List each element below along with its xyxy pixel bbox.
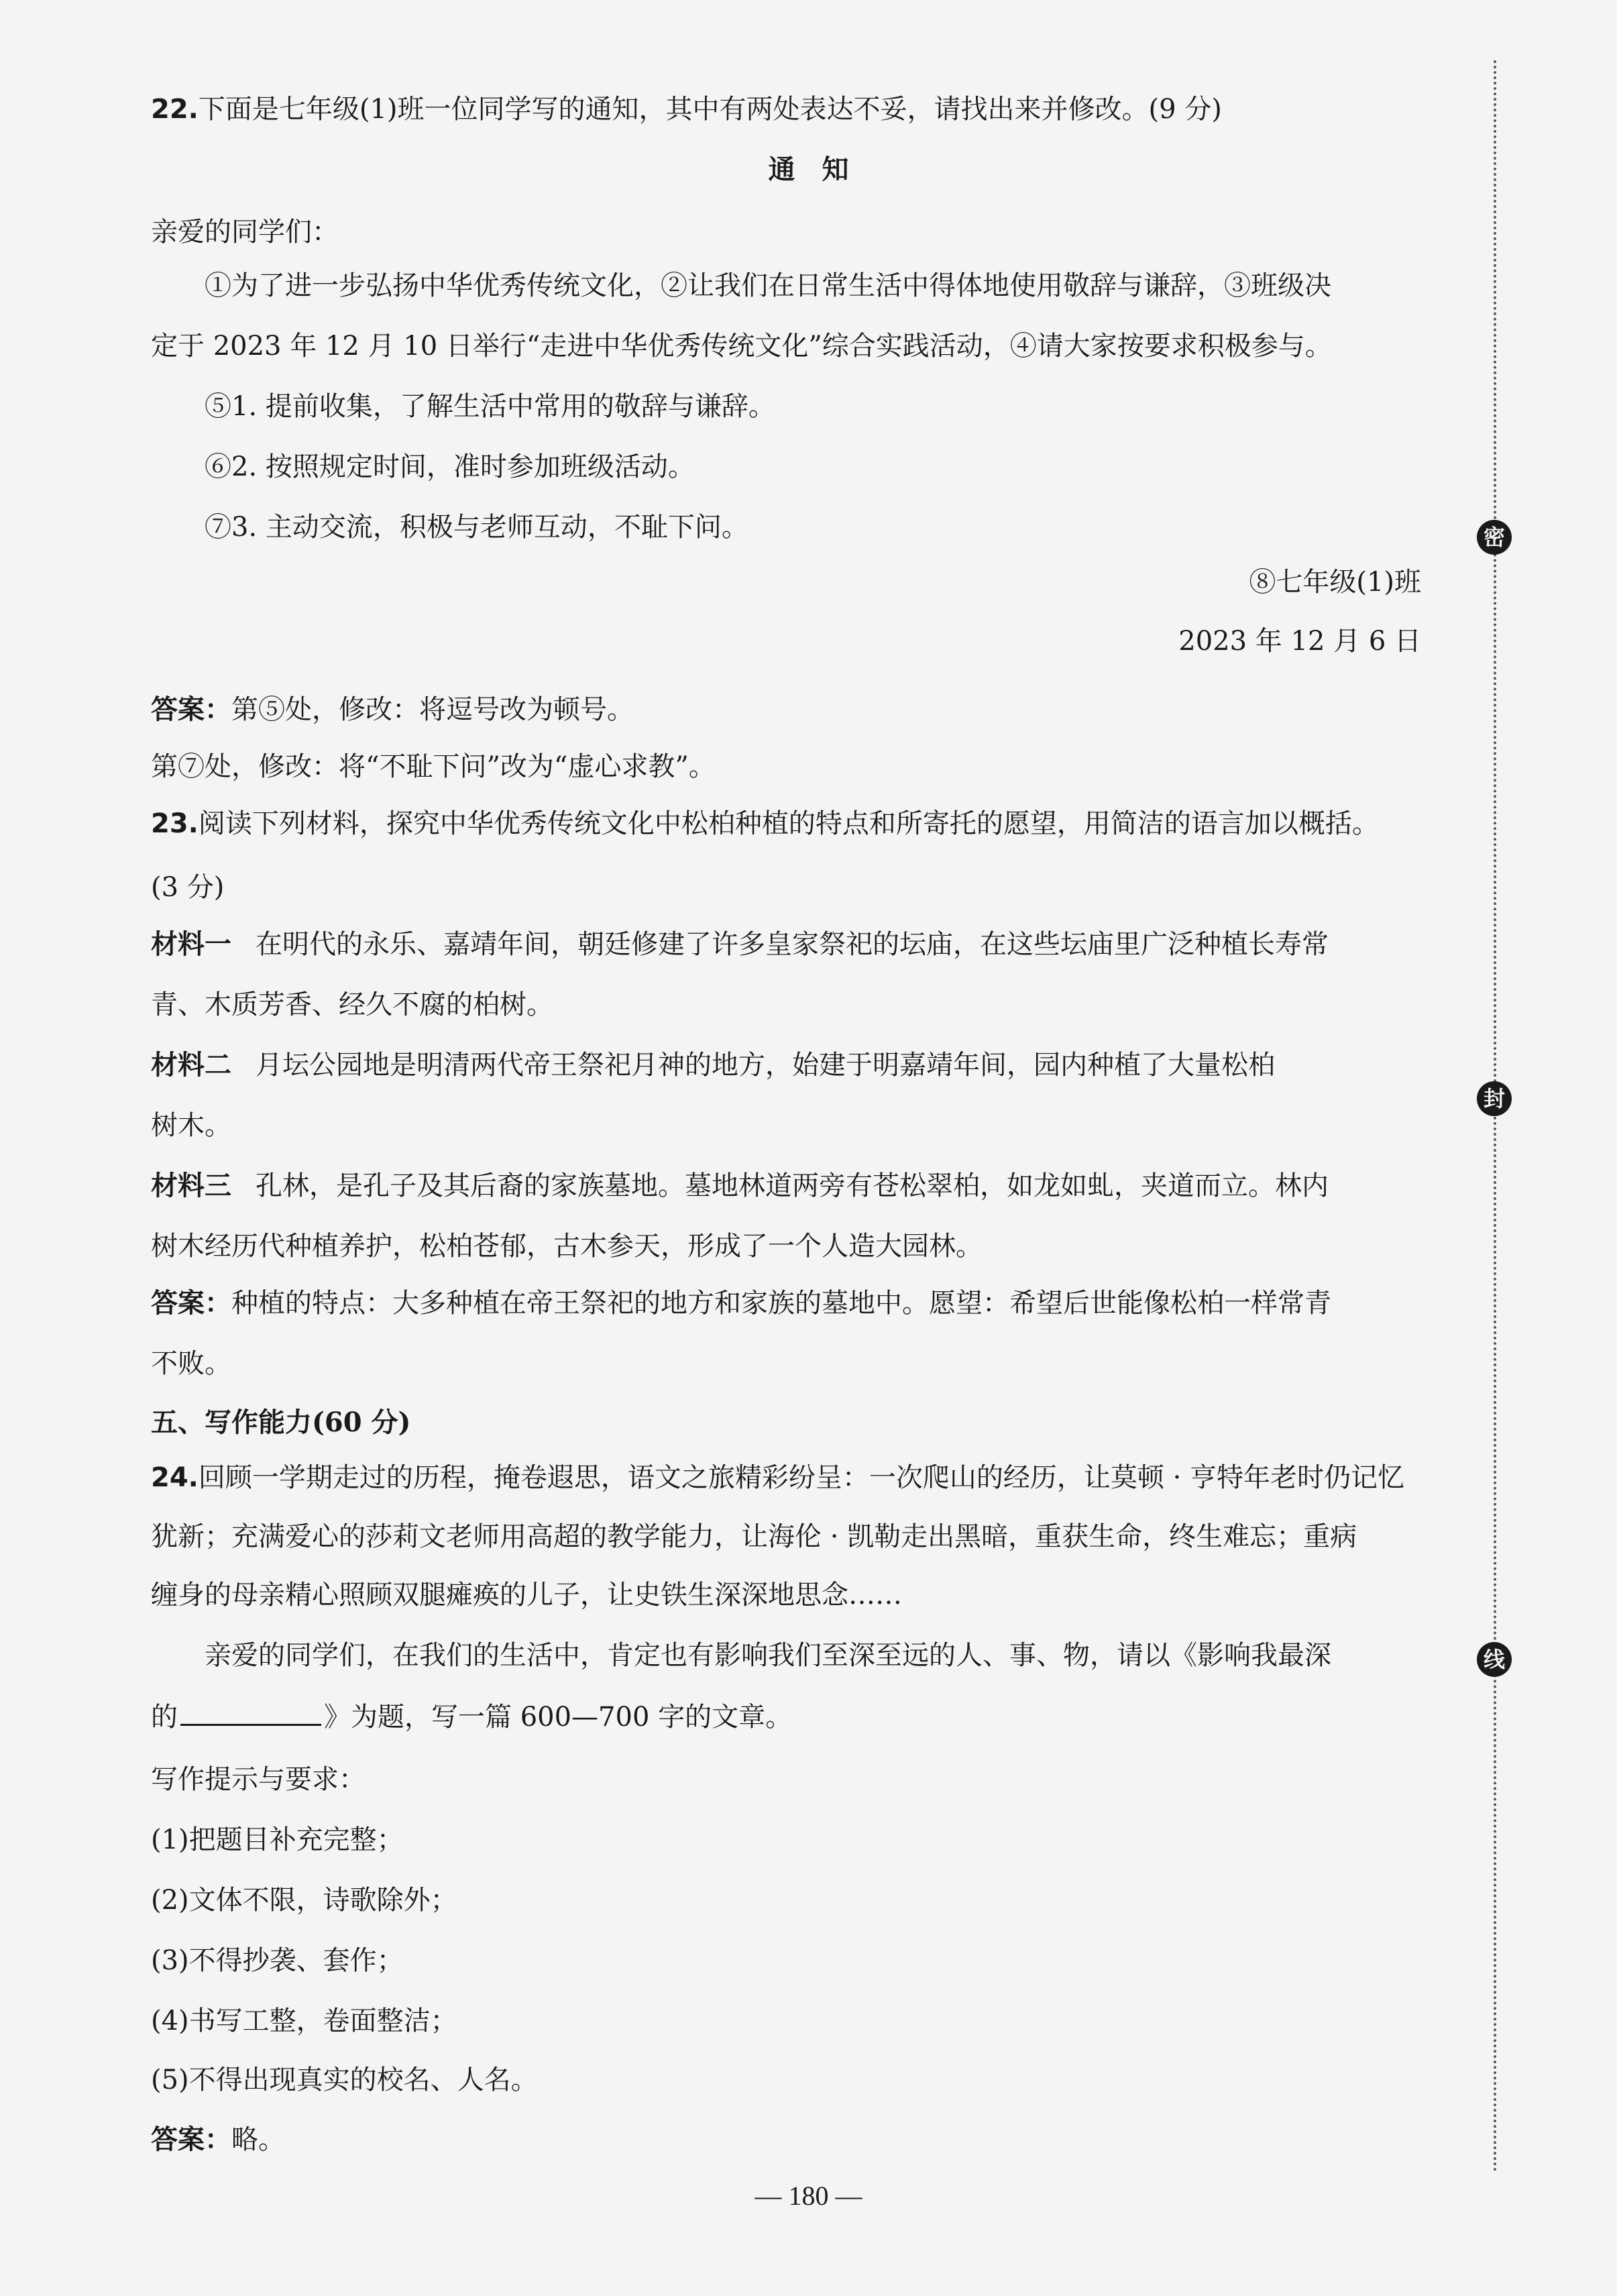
notice-para1-line2: 定于 2023 年 12 月 10 日举行“走进中华优秀传统文化”综合实践活动，④请大家按要求积极参与。 — [151, 331, 1332, 362]
material-3-line2: 树木经历代种植养护，松柏苍郁，古木参天，形成了一个人造大园林。 — [151, 1231, 983, 1262]
answer-label: 答案： — [151, 694, 231, 725]
writing-tip-2: (2)文体不限，诗歌除外； — [151, 1885, 457, 1916]
material-2-text1: 月坛公园地是明清两代帝王祭祀月神的地方，始建于明嘉靖年间，园内种植了大量松柏 — [256, 1050, 1275, 1081]
notice-item-7: ⑦3. 主动交流，积极与老师互动，不耻下问。 — [205, 512, 748, 543]
seal-mi: 密 — [1477, 520, 1512, 555]
q22-stem-text: 下面是七年级(1)班一位同学写的通知，其中有两处表达不妥，请找出来并修改。(9 分) — [198, 94, 1222, 125]
notice-title: 通 知 — [768, 154, 849, 185]
q24-text1: 回顾一学期走过的历程，掩卷遐思，语文之旅精彩纷呈：一次爬山的经历，让莫顿 · 亨特年老时仍记忆 — [198, 1462, 1405, 1493]
seal-feng: 封 — [1477, 1081, 1512, 1116]
answer-label: 答案： — [151, 2124, 231, 2155]
answer-label: 答案： — [151, 1287, 231, 1319]
q24-answer — [151, 2121, 285, 2158]
writing-tip-4: (4)书写工整，卷面整洁； — [151, 2006, 457, 2036]
q23-answer-text1: 种植的特点：大多种植在帝王祭祀的地方和家族的墓地中。愿望：希望后世能像松柏一样常青 — [231, 1288, 1331, 1319]
q23-stem-text: 阅读下列材料，探究中华优秀传统文化中松柏种植的特点和所寄托的愿望，用简洁的语言加以概括。 — [198, 808, 1379, 839]
q23-number: 23. — [151, 808, 199, 839]
seal-xian: 线 — [1477, 1642, 1512, 1677]
q24-line4: 亲爱的同学们，在我们的生活中，肯定也有影响我们至深至远的人、事、物，请以《影响我最深 — [205, 1640, 1331, 1671]
notice-date: 2023 年 12 月 6 日 — [1178, 626, 1421, 657]
notice-item-5: ⑤1. 提前收集，了解生活中常用的敬辞与谦辞。 — [205, 391, 775, 422]
notice-para1-line1: ①为了进一步弘扬中华优秀传统文化，②让我们在日常生活中得体地使用敬辞与谦辞，③班级决 — [205, 270, 1331, 301]
q22-answer-line2: 第⑦处，修改：将“不耻下问”改为“虚心求教”。 — [151, 751, 716, 782]
q24-line3: 缠身的母亲精心照顾双腿瘫痪的儿子，让史铁生深深地思念…… — [151, 1580, 902, 1610]
material-1-line2: 青、木质芳香、经久不腐的柏树。 — [151, 989, 553, 1020]
q23-stem-line2: (3 分) — [151, 872, 225, 903]
q22-stem — [151, 91, 1222, 128]
section-5-heading: 五、写作能力(60 分) — [151, 1407, 411, 1438]
writing-tip-1: (1)把题目补充完整； — [151, 1824, 404, 1855]
q22-number: 22. — [151, 94, 199, 125]
material-1-line1 — [151, 926, 1329, 963]
q24-line5 — [151, 1697, 792, 1736]
material-3-label: 材料三 — [151, 1170, 231, 1201]
binding-dotted-line — [1494, 60, 1496, 2173]
material-1-text1: 在明代的永乐、嘉靖年间，朝廷修建了许多皇家祭祀的坛庙，在这些坛庙里广泛种植长寿常 — [256, 929, 1329, 960]
q22-answer-line1 — [151, 691, 634, 728]
q23-answer-line1 — [151, 1284, 1331, 1322]
material-3-text1: 孔林，是孔子及其后裔的家族墓地。墓地林道两旁有苍松翠柏，如龙如虬，夹道而立。林内 — [256, 1170, 1329, 1201]
notice-greeting: 亲爱的同学们： — [151, 217, 339, 248]
title-blank — [180, 1697, 321, 1726]
q24-line2: 犹新；充满爱心的莎莉文老师用高超的教学能力，让海伦 · 凯勒走出黑暗，重获生命，终生难忘；重病 — [151, 1521, 1357, 1552]
material-2-label: 材料二 — [151, 1049, 231, 1081]
q23-answer-line2: 不败。 — [151, 1348, 231, 1379]
q22-answer-text1: 第⑤处，修改：将逗号改为顿号。 — [231, 694, 634, 725]
writing-tip-5: (5)不得出现真实的校名、人名。 — [151, 2065, 538, 2095]
q24-number: 24. — [151, 1462, 199, 1493]
q23-stem-line1 — [151, 805, 1379, 842]
page-number: — 180 — — [755, 2181, 862, 2211]
notice-item-6: ⑥2. 按照规定时间，准时参加班级活动。 — [205, 451, 695, 482]
writing-tips-title: 写作提示与要求： — [151, 1764, 366, 1795]
notice-signature: ⑧七年级(1)班 — [1249, 567, 1421, 598]
material-1-label: 材料一 — [151, 928, 231, 960]
q24-line1 — [151, 1459, 1404, 1496]
q24-line5-start: 的 — [151, 1702, 178, 1733]
writing-tip-3: (3)不得抄袭、套作； — [151, 1945, 404, 1976]
material-2-line1 — [151, 1046, 1275, 1084]
material-3-line1 — [151, 1167, 1329, 1205]
q24-line5-end: 》为题，写一篇 600—700 字的文章。 — [324, 1702, 793, 1733]
q24-answer-text: 略。 — [231, 2124, 285, 2155]
material-2-line2: 树木。 — [151, 1110, 231, 1141]
